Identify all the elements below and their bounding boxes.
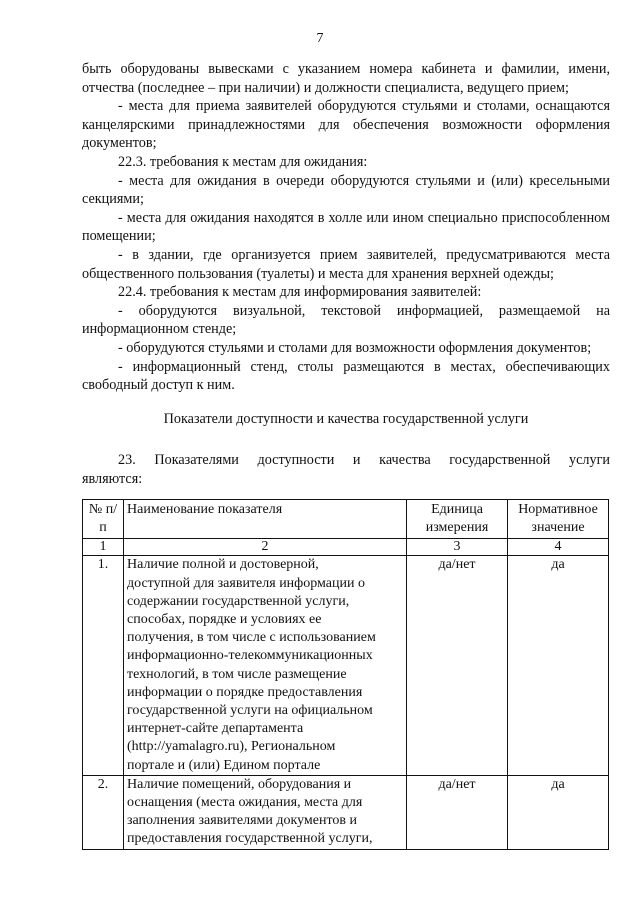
header-norm: Нормативное значение (508, 500, 609, 539)
row-num: 2. (83, 775, 124, 849)
table-row (83, 556, 609, 775)
row-norm: да (508, 775, 609, 849)
row-name-line: информационно-телекоммуникационных (127, 648, 373, 664)
section-heading: Показатели доступности и качества государственной услуги (163, 411, 529, 427)
row-name-line: технологий, в том числе размещение (127, 666, 347, 682)
row-unit: да/нет (407, 556, 508, 775)
table-header-row (83, 500, 609, 539)
paragraph: - места для приема заявителей оборудуются стульями и столами, оснащаются канцелярскими принадлежностями для обеспечения возможности оформления документов; (82, 98, 610, 152)
table-index-row (83, 539, 609, 556)
row-name-line: интернет-сайте департамента (127, 721, 304, 737)
paragraph: 22.3. требования к местам для ожидания: (118, 153, 368, 170)
paragraph: быть оборудованы вывесками с указанием номера кабинета и фамилии, имени, отчества (последнее – при наличии) и должности специалиста, ведущего прием; (82, 61, 610, 96)
intro-line: 23. Показателями доступности и качества государственной услуги (118, 452, 610, 468)
row-name-line: (http://yamalagro.ru), Региональном (127, 739, 336, 755)
row-name-line: доступной для заявителя информации о (127, 575, 365, 591)
row-unit: да/нет (407, 775, 508, 849)
page-number: 7 (316, 31, 324, 46)
row-name (124, 556, 407, 775)
row-name-line: портале и (или) Едином портале (127, 757, 321, 773)
indicators-table (82, 499, 609, 850)
paragraph: - в здании, где организуется прием заявителей, предусматриваются места общественного пользования (туалеты) и места для хранения верхней одежды; (82, 246, 610, 282)
table-row (83, 775, 609, 849)
row-name-line: Наличие полной и достоверной, (127, 557, 319, 573)
header-name: Наименование показателя (124, 500, 407, 539)
row-name-line: информации о порядке предоставления (127, 684, 363, 700)
paragraph: - оборудуются стульями и столами для возможности оформления документов; (118, 339, 592, 356)
row-name (124, 775, 407, 849)
paragraph: - места для ожидания в очереди оборудуются стульями и (или) кресельными секциями; (82, 172, 610, 208)
index-cell: 3 (407, 539, 508, 556)
row-name-line: оснащения (места ожидания, места для (127, 795, 363, 811)
paragraph: - оборудуются визуальной, текстовой информацией, размещаемой на информационном стенде; (82, 302, 610, 338)
row-name-line: способах, порядке и условиях ее (127, 612, 322, 628)
row-num: 1. (83, 556, 124, 775)
row-norm: да (508, 556, 609, 775)
paragraph: - места для ожидания находятся в холле или ином специально приспособленном помещении; (82, 209, 610, 245)
paragraph: - информационный стенд, столы размещаются в местах, обеспечивающих свободный доступ к ним. (82, 358, 610, 394)
body-text (82, 60, 610, 395)
row-name-line: государственной услуги на официальном (127, 703, 373, 719)
row-name-line: содержании государственной услуги, (127, 593, 350, 609)
row-name-line: получения, в том числе с использованием (127, 630, 376, 646)
row-name-line: Наличие помещений, оборудования и (127, 776, 352, 792)
header-unit: Единица измерения (407, 500, 508, 539)
index-cell: 1 (83, 539, 124, 556)
intro-line: являются: (82, 470, 143, 487)
row-name-line: заполнения заявителями документов и (127, 813, 358, 829)
header-num: № п/п (83, 500, 124, 539)
index-cell: 4 (508, 539, 609, 556)
paragraph: 22.4. требования к местам для информирования заявителей: (118, 284, 482, 301)
row-name-line: предоставления государственной услуги, (127, 831, 373, 847)
intro-paragraph (82, 451, 610, 488)
index-cell: 2 (124, 539, 407, 556)
